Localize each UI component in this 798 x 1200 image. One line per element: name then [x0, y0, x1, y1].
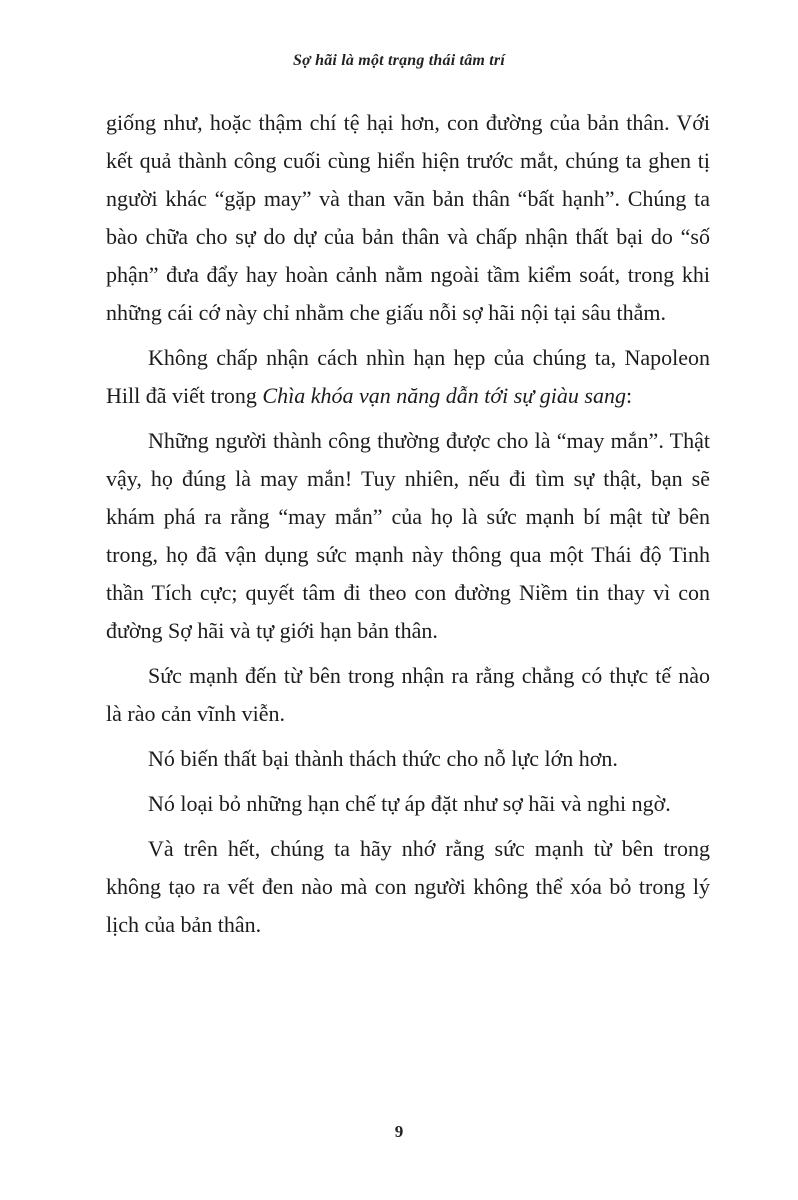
- page-body: [106, 104, 710, 951]
- paragraph-2-tail: :: [625, 383, 633, 408]
- page-number: 9: [394, 1122, 404, 1141]
- running-head: Sợ hãi là một trạng thái tâm trí: [293, 52, 505, 69]
- paragraph-3: Những người thành công thường được cho là “may mắn”. Thật vậy, họ đúng là may mắn! Tuy nhiên, nếu đi tìm sự thật, bạn sẽ khám phá ra rằng “may mắn” của họ là sức mạnh bí mật từ bên trong, họ đã vận dụng sức mạnh này thông qua một Thái độ Tinh thần Tích cực; quyết tâm đi theo con đường Niềm tin thay vì con đường Sợ hãi và tự giới hạn bản thân.: [106, 428, 710, 643]
- paragraph-1: giống như, hoặc thậm chí tệ hại hơn, con đường của bản thân. Với kết quả thành công cuối cùng hiển hiện trước mắt, chúng ta ghen tị người khác “gặp may” và than vãn bản thân “bất hạnh”. Chúng ta bào chữa cho sự do dự của bản thân và chấp nhận thất bại do “số phận” đưa đẩy hay hoàn cảnh nằm ngoài tầm kiểm soát, trong khi những cái cớ này chỉ nhằm che giấu nỗi sợ hãi nội tại sâu thẳm.: [106, 110, 710, 325]
- book-title-italic: Chìa khóa vạn năng dẫn tới sự giàu sang: [262, 383, 626, 408]
- paragraph-5: Nó biến thất bại thành thách thức cho nỗ lực lớn hơn.: [148, 746, 618, 771]
- paragraph-2-lead: Không chấp nhận cách nhìn hạn hẹp của chúng ta, Napoleon Hill đã viết trong: [106, 345, 710, 408]
- paragraph-7: Và trên hết, chúng ta hãy nhớ rằng sức mạnh từ bên trong không tạo ra vết đen nào mà con người không thể xóa bỏ trong lý lịch của bản thân.: [106, 836, 710, 937]
- paragraph-6: Nó loại bỏ những hạn chế tự áp đặt như sợ hãi và nghi ngờ.: [148, 791, 671, 816]
- paragraph-2: [106, 339, 710, 415]
- paragraph-4: Sức mạnh đến từ bên trong nhận ra rằng chẳng có thực tế nào là rào cản vĩnh viễn.: [106, 663, 710, 726]
